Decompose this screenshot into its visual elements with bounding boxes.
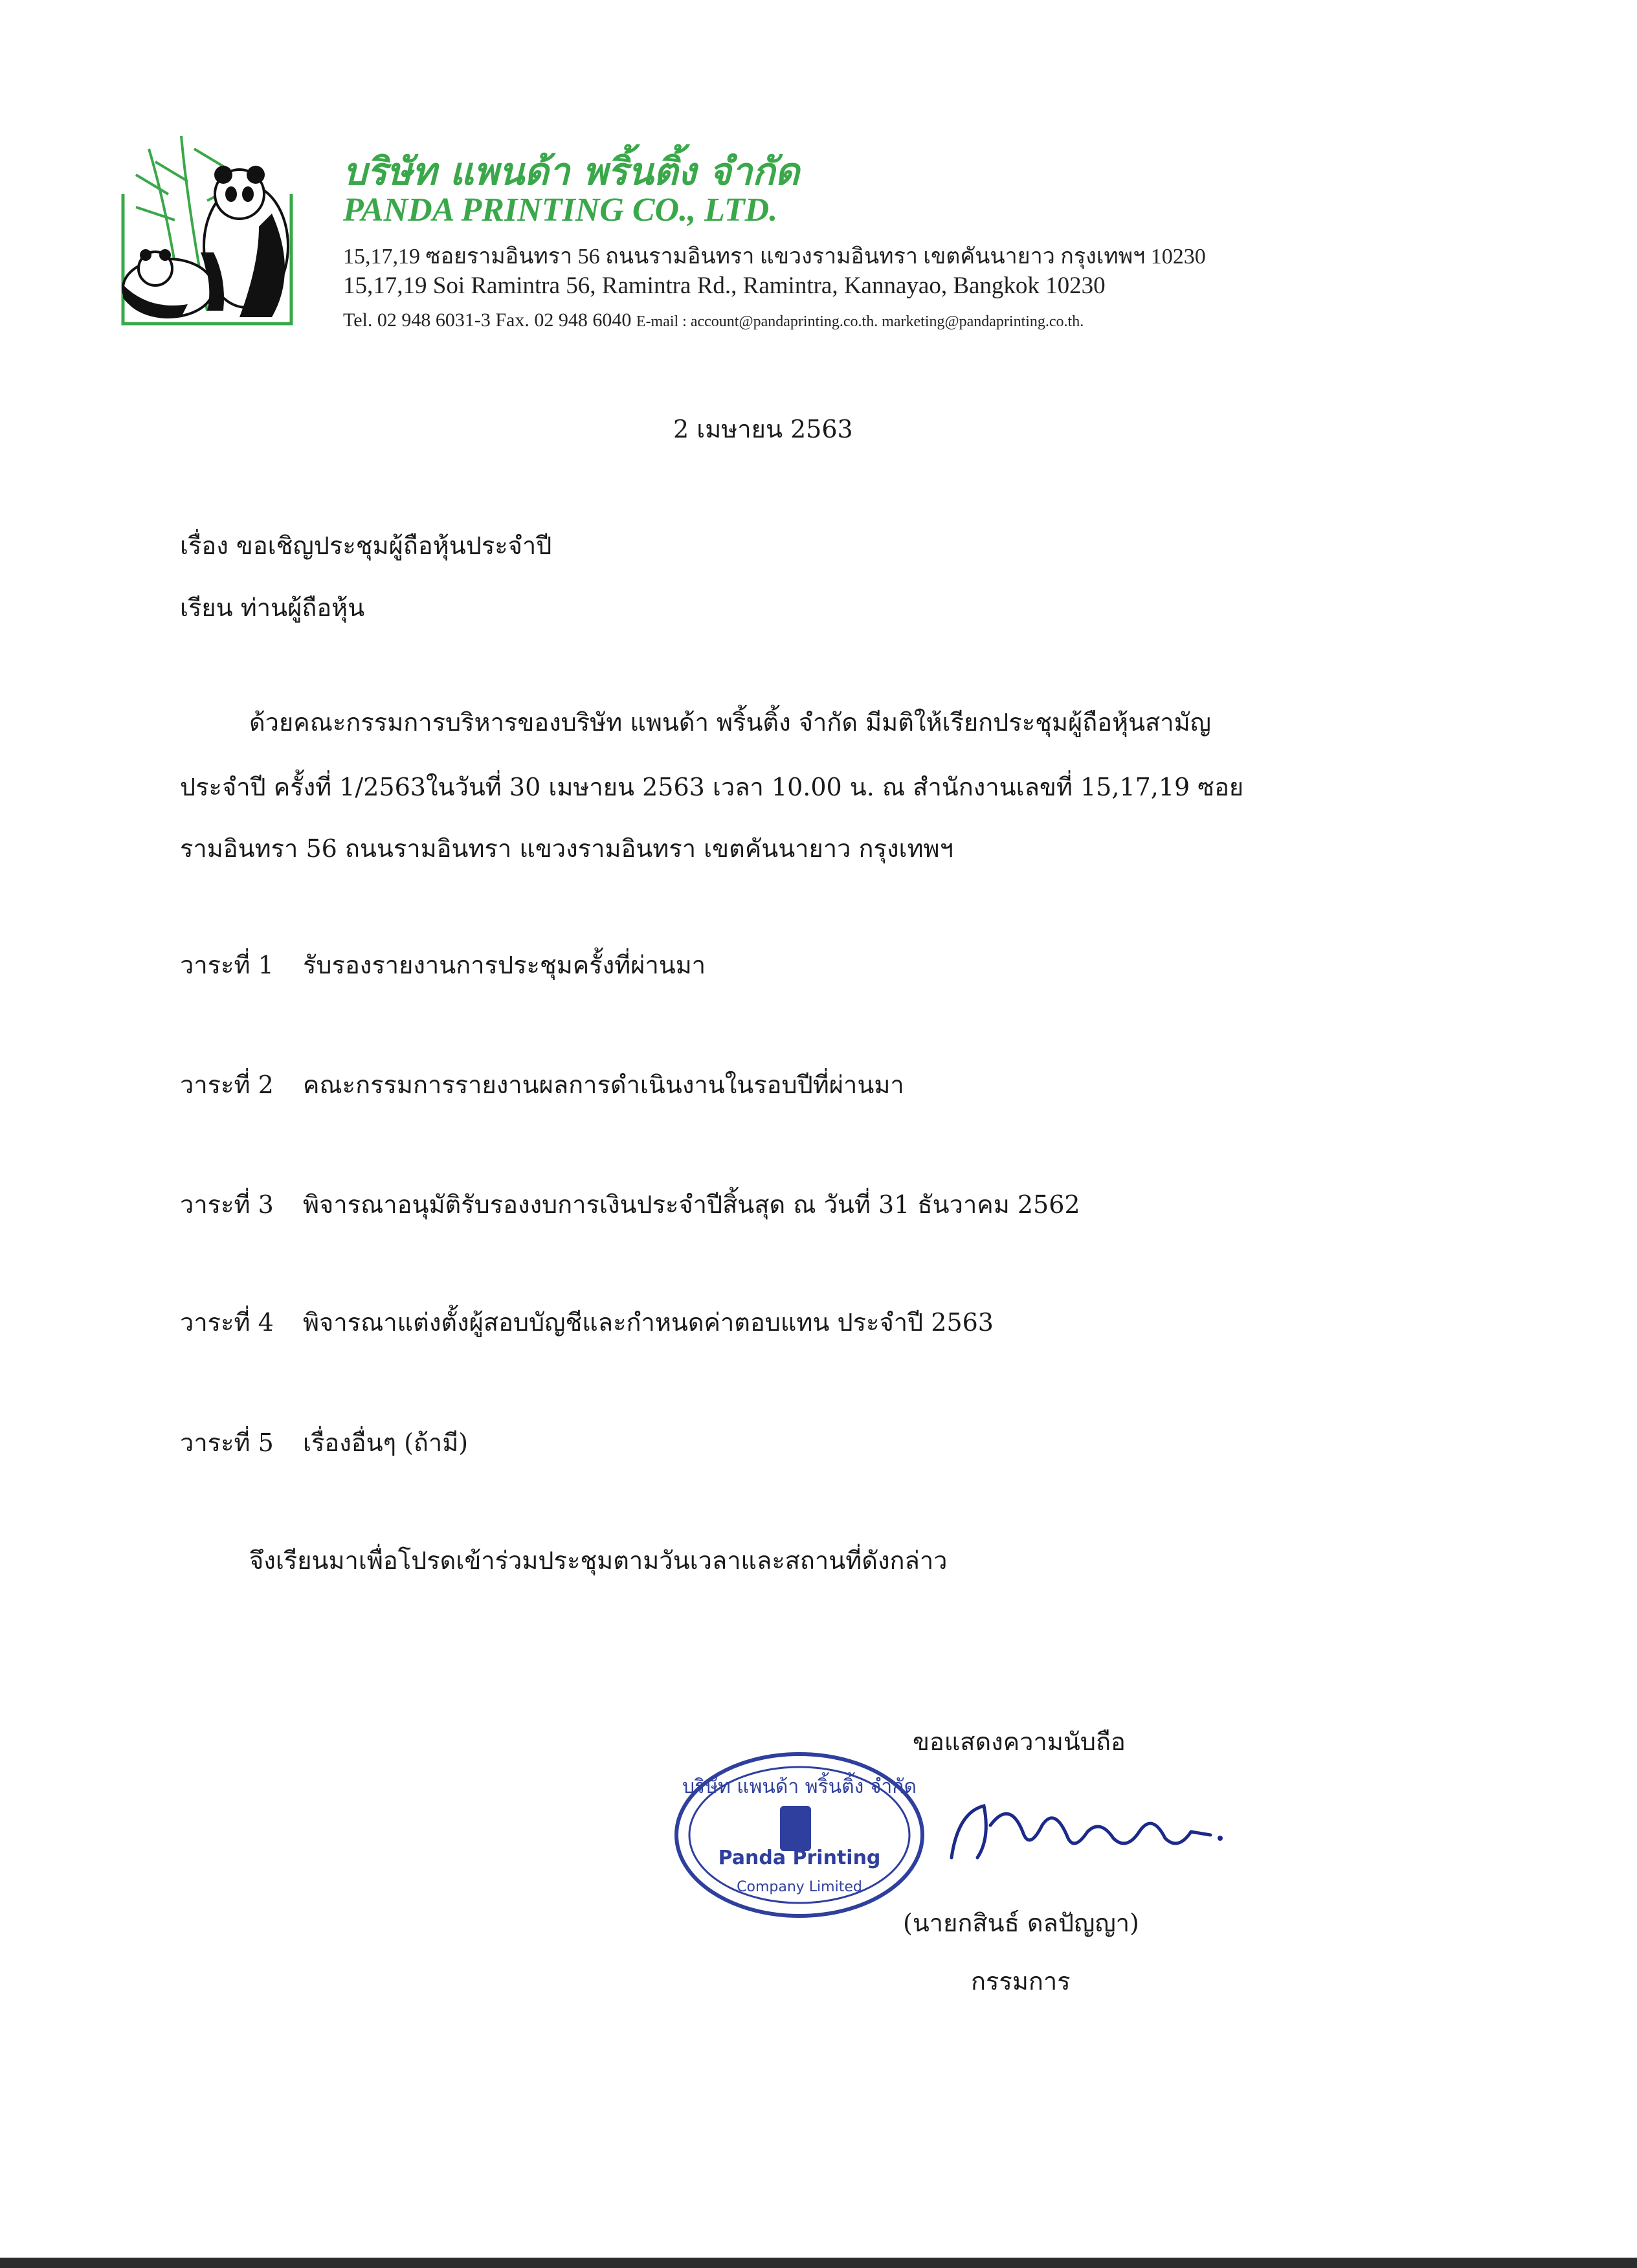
regards-line: ขอแสดงความนับถือ bbox=[913, 1728, 1126, 1756]
agenda-item bbox=[180, 1184, 1080, 1224]
agenda-number: วาระที่ 2 bbox=[180, 1071, 274, 1099]
agenda-number: วาระที่ 1 bbox=[180, 951, 274, 979]
signer-name: (นายกสินธ์ ดลปัญญา) bbox=[903, 1909, 1139, 1937]
agenda-item bbox=[180, 1302, 994, 1342]
stamp-text-english: Panda Printing bbox=[718, 1847, 881, 1869]
agenda-item bbox=[180, 1065, 904, 1104]
panda-logo-icon bbox=[110, 123, 298, 330]
contact-phone: Tel. 02 948 6031-3 Fax. 02 948 6040 bbox=[343, 309, 632, 331]
company-stamp-icon bbox=[670, 1748, 929, 1922]
agenda-text: เรื่องอื่นๆ (ถ้ามี) bbox=[303, 1429, 469, 1457]
signature-icon bbox=[939, 1786, 1230, 1871]
closing-line: จึงเรียนมาเพื่อโปรดเข้าร่วมประชุมตามวันเวลาและสถานที่ดังกล่าว bbox=[249, 1546, 948, 1575]
company-name-thai: บริษัท แพนด้า พริ้นติ้ง จำกัด bbox=[343, 150, 799, 194]
agenda-number: วาระที่ 3 bbox=[180, 1190, 274, 1219]
scan-edge-line bbox=[0, 2258, 1637, 2268]
company-name-english: PANDA PRINTING CO., LTD. bbox=[343, 192, 778, 228]
body-line-3: รามอินทรา 56 ถนนรามอินทรา แขวงรามอินทรา เขตคันนายาว กรุงเทพฯ bbox=[180, 834, 953, 863]
agenda-item bbox=[180, 1423, 468, 1462]
stamp-text-thai: บริษัท แพนด้า พริ้นติ้ง จำกัด bbox=[682, 1775, 917, 1798]
contact-line bbox=[343, 309, 1084, 331]
agenda-item bbox=[180, 945, 706, 984]
body-line-2: ประจำปี ครั้งที่ 1/2563ในวันที่ 30 เมษายน 2563 เวลา 10.00 น. ณ สำนักงานเลขที่ 15,17,19 ซอย bbox=[180, 773, 1244, 801]
letter-date: 2 เมษายน 2563 bbox=[673, 415, 853, 443]
agenda-text: พิจารณาอนุมัติรับรองงบการเงินประจำปีสิ้นสุด ณ วันที่ 31 ธันวาคม 2562 bbox=[303, 1190, 1080, 1219]
stamp-text-company: Company Limited bbox=[737, 1879, 862, 1895]
agenda-text: พิจารณาแต่งตั้งผู้สอบบัญชีและกำหนดค่าตอบแทน ประจำปี 2563 bbox=[303, 1308, 994, 1337]
letter-salutation: เรียน ท่านผู้ถือหุ้น bbox=[180, 594, 365, 622]
contact-email: E-mail : account@pandaprinting.co.th. marketing@pandaprinting.co.th. bbox=[636, 313, 1084, 330]
agenda-text: คณะกรรมการรายงานผลการดำเนินงานในรอบปีที่ผ่านมา bbox=[303, 1071, 904, 1099]
address-thai: 15,17,19 ซอยรามอินทรา 56 ถนนรามอินทรา แขวงรามอินทรา เขตคันนายาว กรุงเทพฯ 10230 bbox=[343, 245, 1206, 269]
body-line-1: ด้วยคณะกรรมการบริหารของบริษัท แพนด้า พริ้นติ้ง จำกัด มีมติให้เรียกประชุมผู้ถือหุ้นสามัญ bbox=[249, 708, 1212, 737]
signer-role: กรรมการ bbox=[971, 1967, 1071, 1996]
agenda-number: วาระที่ 5 bbox=[180, 1429, 274, 1457]
address-english: 15,17,19 Soi Ramintra 56, Ramintra Rd., Ramintra, Kannayao, Bangkok 10230 bbox=[343, 272, 1106, 299]
agenda-number: วาระที่ 4 bbox=[180, 1308, 274, 1337]
agenda-text: รับรองรายงานการประชุมครั้งที่ผ่านมา bbox=[303, 951, 706, 979]
letter-subject: เรื่อง ขอเชิญประชุมผู้ถือหุ้นประจำปี bbox=[180, 531, 552, 560]
